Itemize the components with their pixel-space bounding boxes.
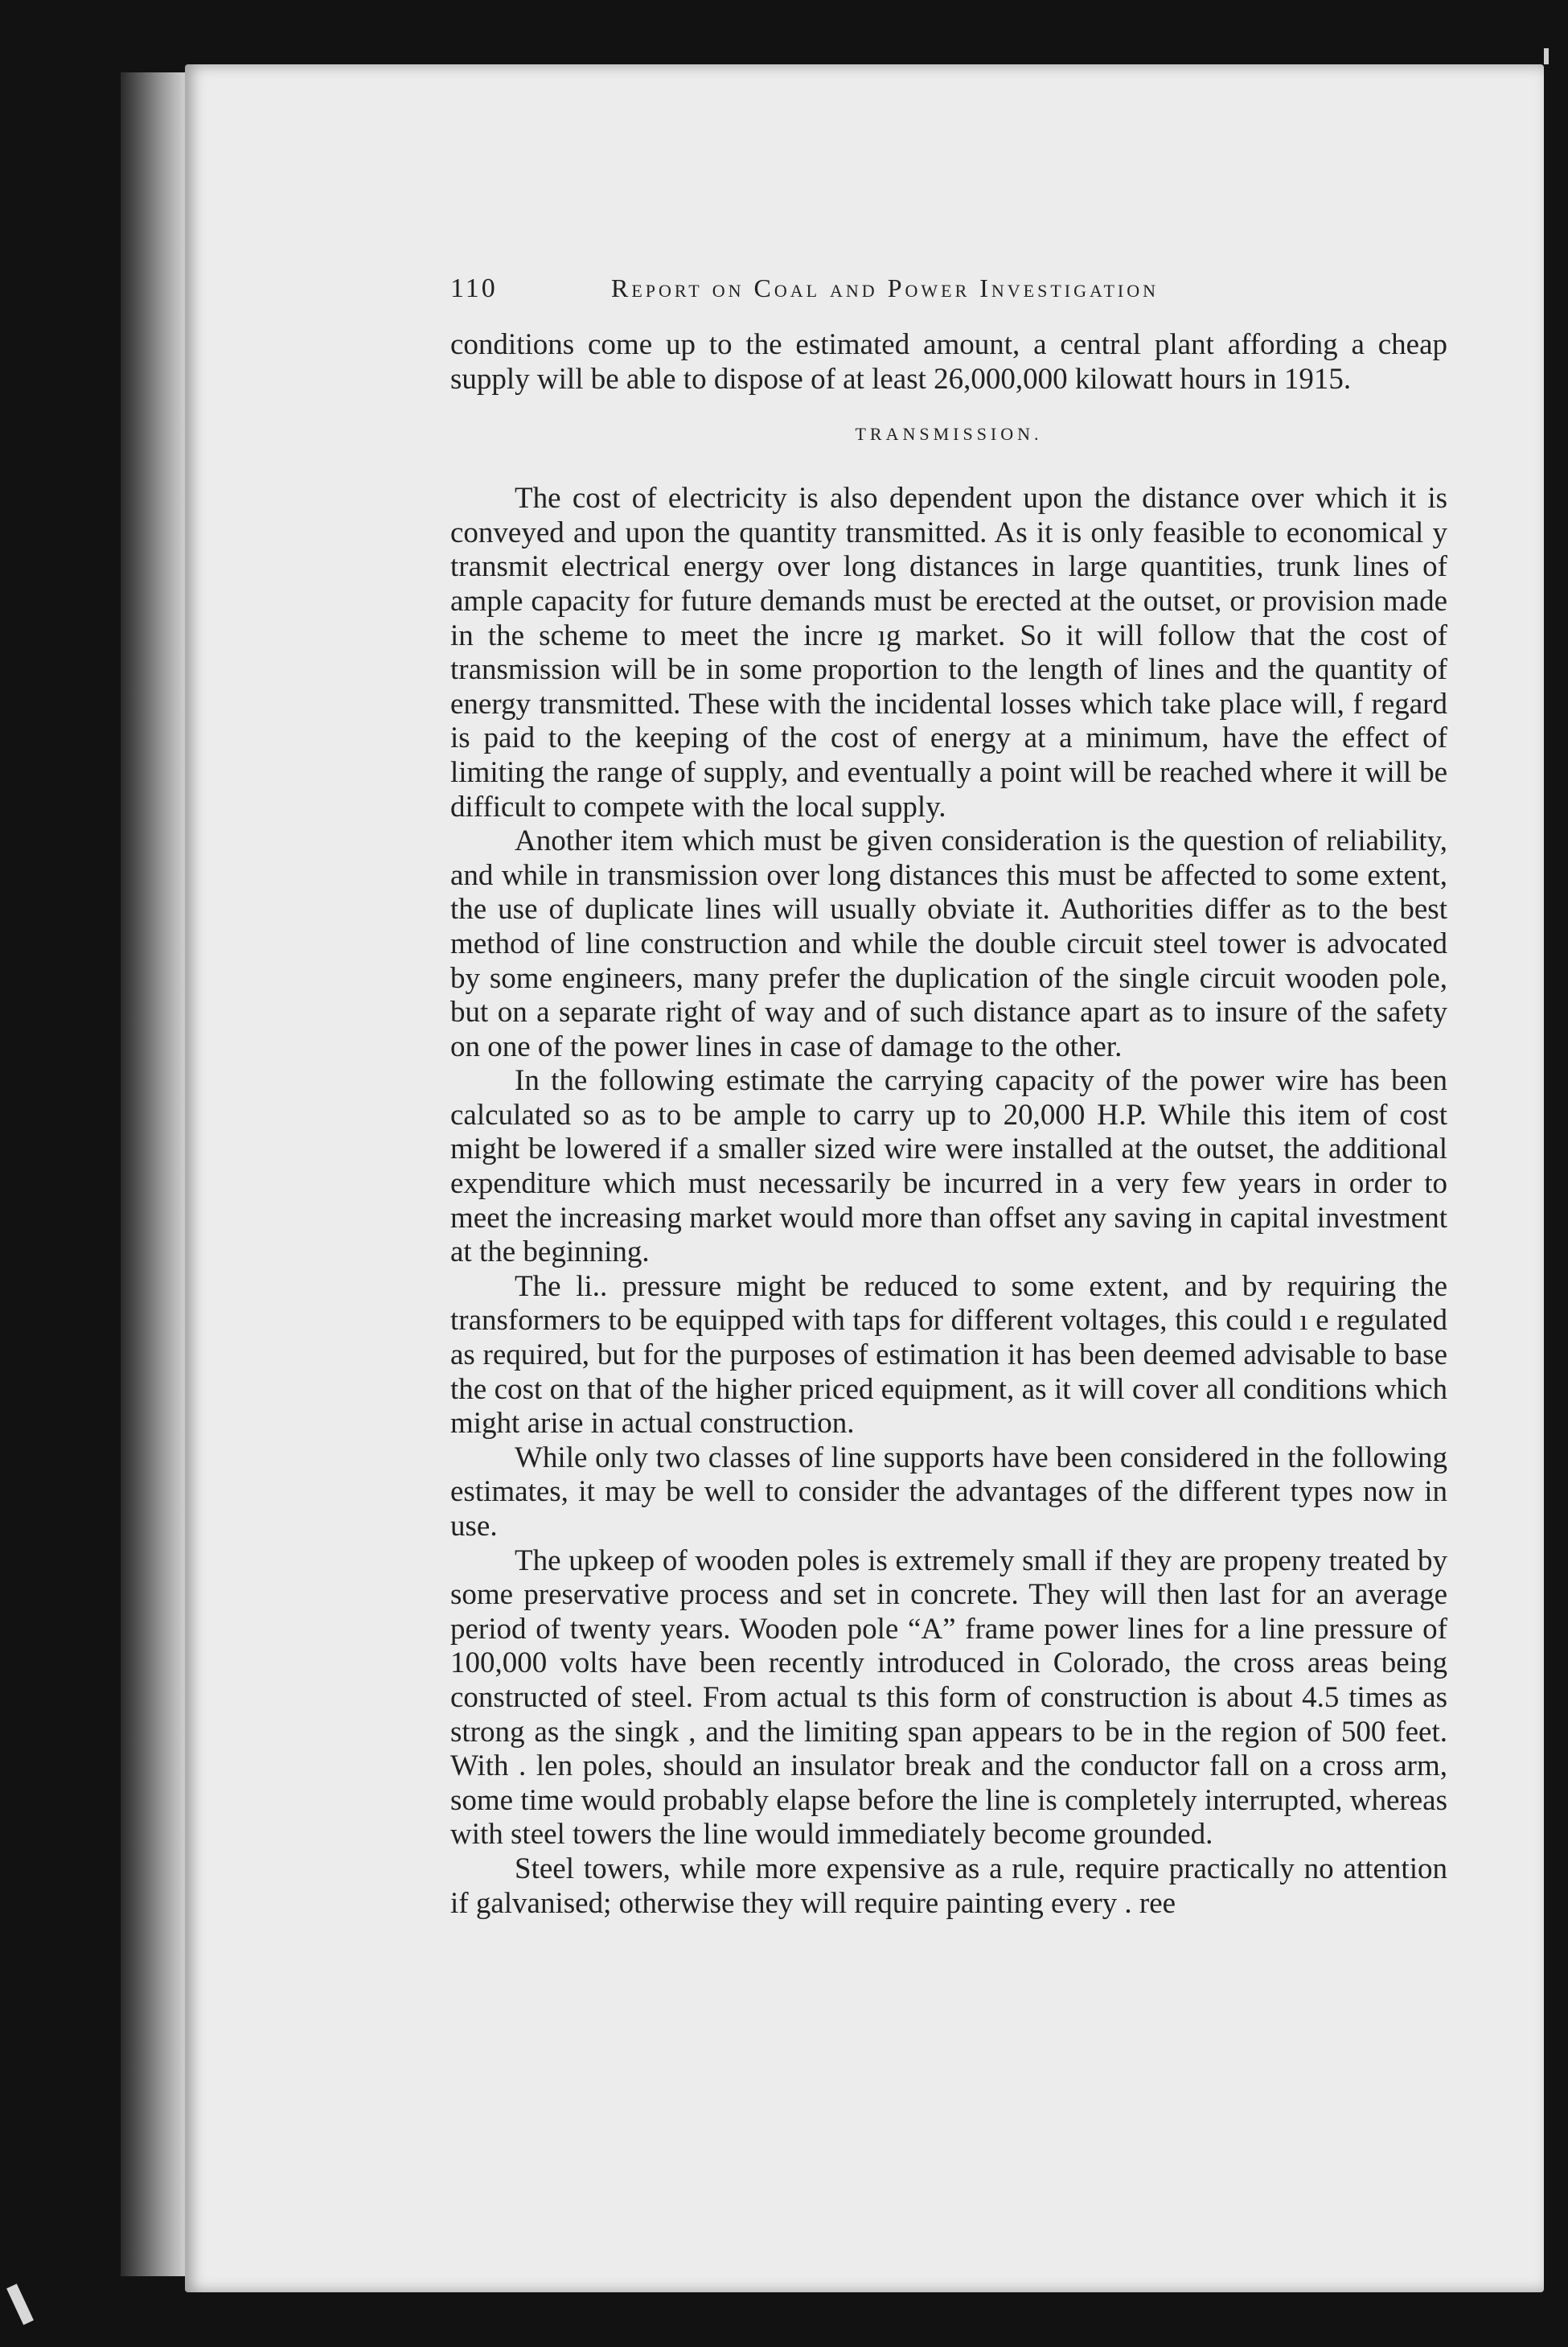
paragraph-steel-towers: Steel towers, while more expensive as a rule, require practically no attention if galvanised; otherwise they will require painting every . ree <box>450 1852 1447 1920</box>
page-number: 110 <box>450 273 498 303</box>
paragraph-line-pressure: The li.. pressure might be reduced to some extent, and by requiring the transformers to be equipped with taps for different voltages, this could ı e regulated as required, but for the purposes of estimation it has been deemed advisable to base the cost on that of the higher priced equipment, as it will cover all conditions which might arise in actual construction. <box>450 1269 1447 1441</box>
paragraph-line-supports: While only two classes of line supports have been considered in the following estimates, it may be well to consider the advantages of the different types now in use. <box>450 1441 1447 1543</box>
paragraph-carrying-capacity: In the following estimate the carrying capacity of the power wire has been calculated so as to be ample to carry up to 20,000 H.P. While this item of cost might be lowered if a smaller sized wire were installed at the outset, the additional expenditure which must necessarily be incurred in a very few years in order to meet the increasing market would more than offset any saving in capital investment at the beginning. <box>450 1064 1447 1269</box>
paragraph-reliability: Another item which must be given consideration is the question of reliability, and while in transmission over long distances this must be affected to some extent, the use of duplicate lines will usually obviate it. Authorities differ as to the best method of line construction and while the double circuit steel tower is advocated by some engineers, many prefer the duplication of the single circuit wooden pole, but on a separate right of way and of such distance apart as to insure of the safety on one of the power lines in case of damage to the other. <box>450 824 1447 1063</box>
running-title: Report on Coal and Power Investigation <box>611 273 1160 302</box>
intro-paragraph: conditions come up to the estimated amount, a central plant affording a cheap supply will be able to dispose of at least 26,000,000 kilowatt hours in 1915. <box>450 328 1447 396</box>
page-content <box>450 273 1447 1921</box>
paragraph-cost-of-electricity: The cost of electricity is also dependent upon the distance over which it is conveyed and upon the quantity transmitted. As it is only feasible to economical y transmit electrical energy over long distances in large quantities, trunk lines of ample capacity for future demands must be erected at the outset, or provision made in the scheme to meet the incre ıg market. So it will follow that the cost of transmission will be in some proportion to the length of lines and the quantity of energy transmitted. These with the incidental losses which take place will, f regard is paid to the keeping of the cost of energy at a minimum, have the effect of limiting the range of supply, and eventually a point will be reached where it will be difficult to compete with the local supply. <box>450 482 1447 824</box>
running-header <box>450 273 1447 304</box>
scan-edge-mark <box>6 2283 34 2324</box>
section-heading: TRANSMISSION. <box>855 424 1043 445</box>
scan-edge-mark-right <box>1544 48 1549 64</box>
paragraph-wooden-poles: The upkeep of wooden poles is extremely small if they are propeny treated by some preservative process and set in concrete. They will then last for an average period of twenty years. Wooden pole “A” frame power lines for a line pressure of 100,000 volts have been recently introduced in Colorado, the cross areas being constructed of steel. From actual ts this form of construction is about 4.5 times as strong as the singk , and the limiting span appears to be in the region of 500 feet. With . len poles, should an insulator break and the conductor fall on a cross arm, some time would probably elapse before the line is completely interrupted, whereas with steel towers the line would immediately become grounded. <box>450 1543 1447 1852</box>
